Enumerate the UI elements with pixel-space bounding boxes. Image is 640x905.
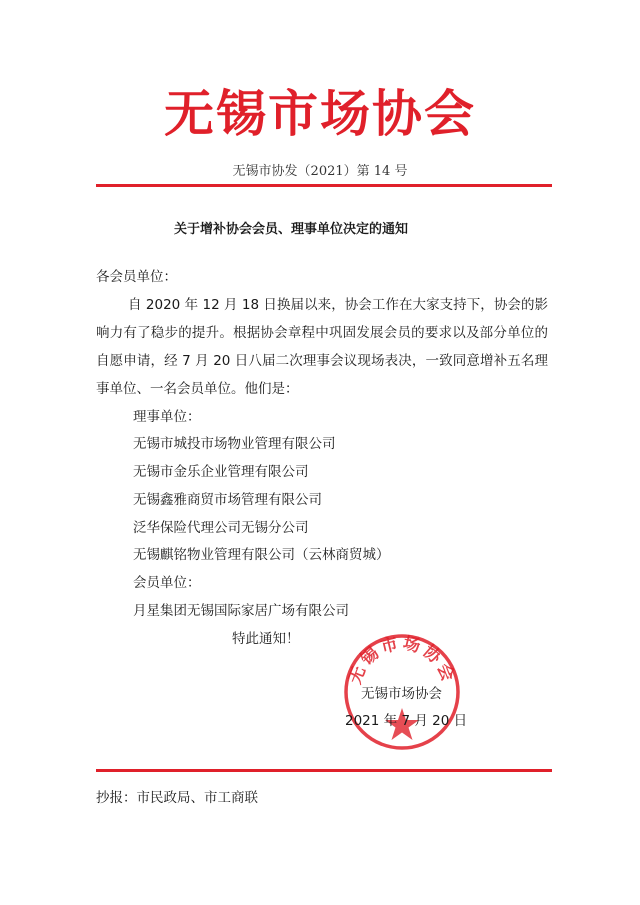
- body-paragraph: 自 2020 年 12 月 18 日换届以来，协会工作在大家支持下，协会的影响力有了稳步的提升。根据协会章程中巩固发展会员的要求以及部分单位的自愿申请，经 7 月 20 日八届二次理事会议现场表决，一致同意增补五名理事单位、一名会员单位。他们是：: [96, 297, 548, 397]
- signature-date: 2021 年 7 月 20 日: [345, 713, 468, 729]
- footer-divider: [96, 769, 552, 772]
- notice-title: 关于增补协会会员、理事单位决定的通知: [174, 222, 409, 237]
- director-unit-item: 无锡市金乐企业管理有限公司: [133, 464, 309, 480]
- member-units-heading: 会员单位：: [133, 575, 201, 591]
- director-unit-item: 无锡市城投市场物业管理有限公司: [133, 436, 336, 452]
- svg-text:无锡市场协会: [345, 632, 459, 686]
- director-unit-item: 无锡鑫雅商贸市场管理有限公司: [133, 492, 322, 508]
- director-unit-item: 无锡麒铭物业管理有限公司（云林商贸城）: [133, 547, 390, 563]
- director-units-heading: 理事单位：: [133, 409, 201, 425]
- member-unit-item: 月星集团无锡国际家居广场有限公司: [133, 603, 349, 619]
- closing-line: 特此通知！: [232, 631, 300, 647]
- director-unit-item: 泛华保险代理公司无锡分公司: [133, 520, 309, 536]
- document-number: 无锡市协发（2021）第 14 号: [232, 164, 408, 179]
- seal-text: 无锡市场协会: [345, 633, 459, 687]
- letterhead-divider: [96, 184, 552, 187]
- letterhead-title: 无锡市场协会: [164, 84, 476, 143]
- copy-to-line: 抄报：市民政局、市工商联: [96, 790, 258, 806]
- signature-org: 无锡市场协会: [361, 686, 442, 702]
- salutation: 各会员单位：: [96, 269, 177, 285]
